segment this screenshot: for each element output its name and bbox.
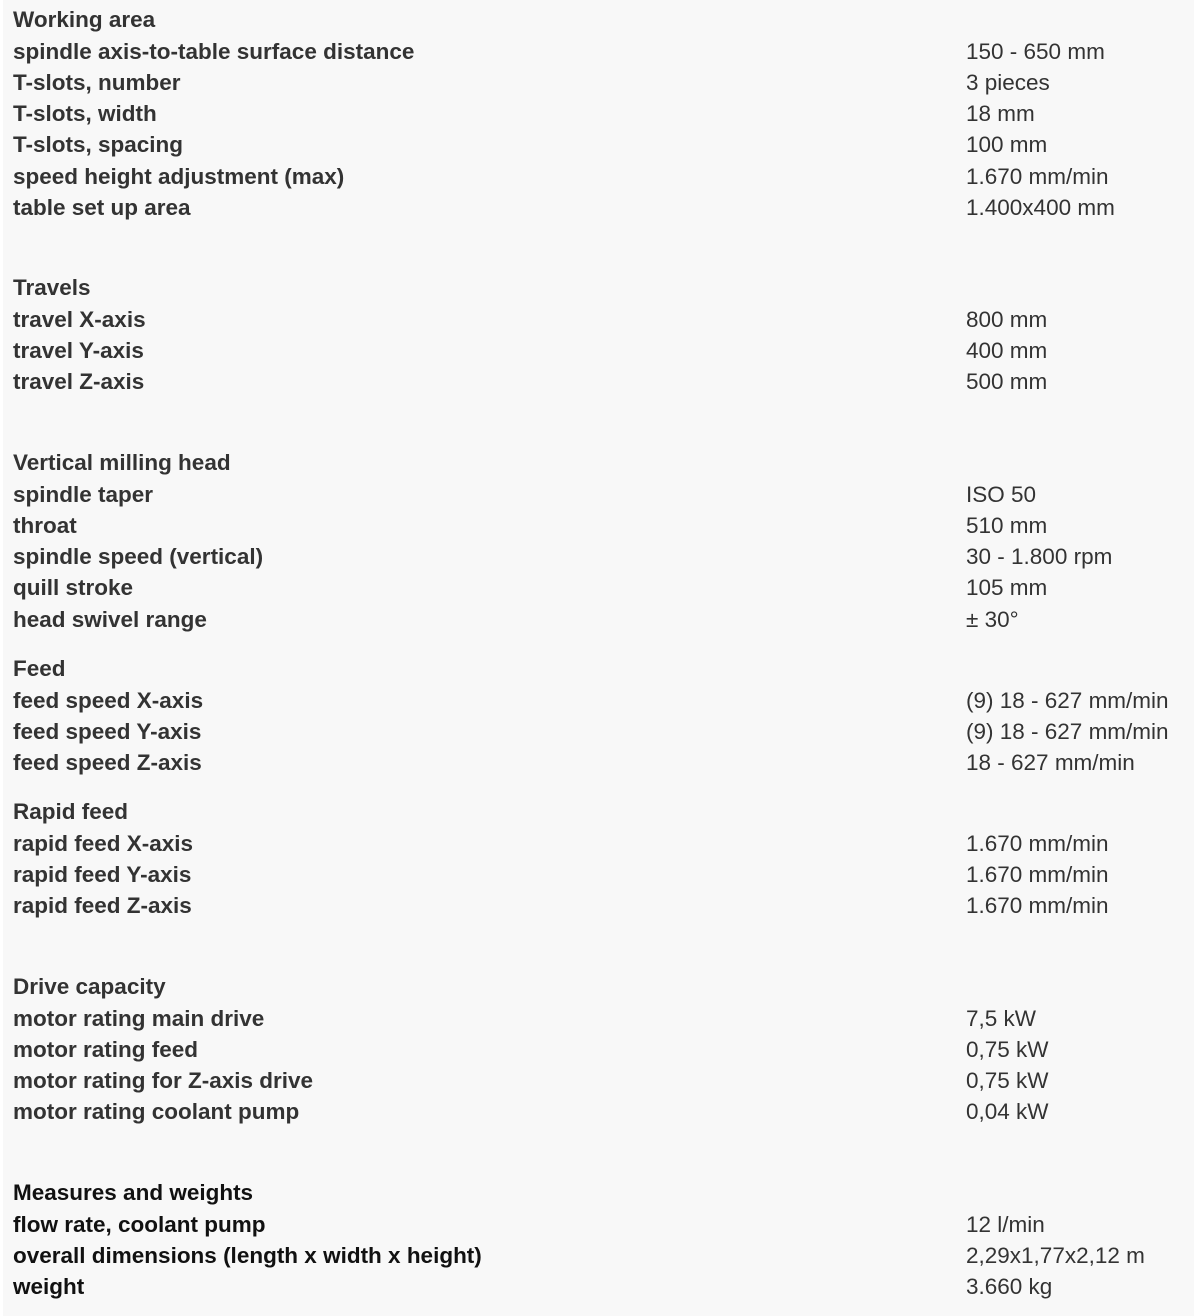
spec-value: 150 - 650 mm [966, 39, 1105, 64]
section-heading-travels [0, 273, 1194, 303]
spec-label: rapid feed X-axis [13, 831, 194, 856]
spec-row [0, 305, 1194, 335]
spec-row [0, 1272, 1194, 1302]
spec-value: (9) 18 - 627 mm/min [966, 719, 1169, 744]
spec-row [0, 829, 1194, 859]
spec-value: 105 mm [966, 575, 1048, 600]
spec-row [0, 573, 1194, 603]
spec-row [0, 1210, 1194, 1240]
spec-label: spindle speed (vertical) [13, 544, 264, 569]
spec-row [0, 860, 1194, 890]
spec-label: speed height adjustment (max) [13, 164, 345, 189]
spec-label: motor rating feed [13, 1037, 199, 1062]
spec-row [0, 336, 1194, 366]
section-heading-drive-capacity [0, 972, 1194, 1002]
spec-value: 1.670 mm/min [966, 831, 1109, 856]
spec-row [0, 367, 1194, 397]
spec-row [0, 193, 1194, 223]
spec-value: 1.670 mm/min [966, 862, 1109, 887]
spec-label: T-slots, number [13, 70, 181, 95]
spec-value: 30 - 1.800 rpm [966, 544, 1113, 569]
spec-value: 800 mm [966, 307, 1048, 332]
spec-row [0, 717, 1194, 747]
spec-value: 100 mm [966, 132, 1048, 157]
spec-label: motor rating main drive [13, 1006, 265, 1031]
spec-label: rapid feed Z-axis [13, 893, 192, 918]
spec-row [0, 99, 1194, 129]
section-title: Vertical milling head [13, 450, 231, 475]
spec-value: 0,75 kW [966, 1068, 1049, 1093]
spec-row [0, 511, 1194, 541]
spec-label: travel X-axis [13, 307, 146, 332]
spec-label: feed speed Z-axis [13, 750, 202, 775]
spec-label: T-slots, width [13, 101, 157, 126]
spec-label: spindle taper [13, 482, 154, 507]
section-title: Drive capacity [13, 974, 166, 999]
spec-label: quill stroke [13, 575, 134, 600]
spec-value: 7,5 kW [966, 1006, 1037, 1031]
spec-row [0, 891, 1194, 921]
spec-value: 3 pieces [966, 70, 1050, 95]
spec-row [0, 130, 1194, 160]
spec-label: overall dimensions (length x width x height) [13, 1243, 482, 1268]
spec-row [0, 162, 1194, 192]
spec-row [0, 68, 1194, 98]
spec-label: feed speed Y-axis [13, 719, 202, 744]
spec-label: table set up area [13, 195, 191, 220]
spec-value: 1.400x400 mm [966, 195, 1115, 220]
spec-label: feed speed X-axis [13, 688, 204, 713]
spec-row [0, 1066, 1194, 1096]
spec-row [0, 1241, 1194, 1271]
section-title: Travels [13, 275, 91, 300]
spec-row [0, 1097, 1194, 1127]
spec-row [0, 605, 1194, 635]
section-title: Feed [13, 656, 66, 681]
spec-value: 500 mm [966, 369, 1048, 394]
spec-value: (9) 18 - 627 mm/min [966, 688, 1169, 713]
section-title: Working area [13, 7, 156, 32]
spec-label: travel Y-axis [13, 338, 144, 363]
spec-row [0, 686, 1194, 716]
spec-value: 510 mm [966, 513, 1048, 538]
spec-label: rapid feed Y-axis [13, 862, 192, 887]
section-heading-working-area [0, 5, 1194, 35]
section-heading-vertical-milling-head [0, 448, 1194, 478]
spec-label: flow rate, coolant pump [13, 1212, 266, 1237]
section-heading-measures-and-weights [0, 1178, 1194, 1208]
spec-row [0, 542, 1194, 572]
spec-label: head swivel range [13, 607, 207, 632]
spec-value: ± 30° [966, 607, 1019, 632]
spec-label: motor rating for Z-axis drive [13, 1068, 314, 1093]
spec-row [0, 1035, 1194, 1065]
spec-value: ISO 50 [966, 482, 1037, 507]
spec-value: 400 mm [966, 338, 1048, 363]
spec-row [0, 37, 1194, 67]
spec-label: T-slots, spacing [13, 132, 184, 157]
spec-value: 18 - 627 mm/min [966, 750, 1135, 775]
spec-value: 3.660 kg [966, 1274, 1053, 1299]
spec-label: travel Z-axis [13, 369, 145, 394]
section-title: Measures and weights [13, 1180, 254, 1205]
spec-label: motor rating coolant pump [13, 1099, 300, 1124]
spec-value: 12 l/min [966, 1212, 1045, 1237]
section-title: Rapid feed [13, 799, 129, 824]
spec-row [0, 1004, 1194, 1034]
spec-label: weight [13, 1274, 85, 1299]
section-heading-feed [0, 654, 1194, 684]
spec-row [0, 748, 1194, 778]
spec-row [0, 480, 1194, 510]
spec-value: 1.670 mm/min [966, 893, 1109, 918]
spec-label: spindle axis-to-table surface distance [13, 39, 415, 64]
spec-value: 18 mm [966, 101, 1035, 126]
spec-value: 2,29x1,77x2,12 m [966, 1243, 1145, 1268]
spec-value: 1.670 mm/min [966, 164, 1109, 189]
spec-value: 0,75 kW [966, 1037, 1049, 1062]
spec-value: 0,04 kW [966, 1099, 1049, 1124]
spec-label: throat [13, 513, 77, 538]
section-heading-rapid-feed [0, 797, 1194, 827]
